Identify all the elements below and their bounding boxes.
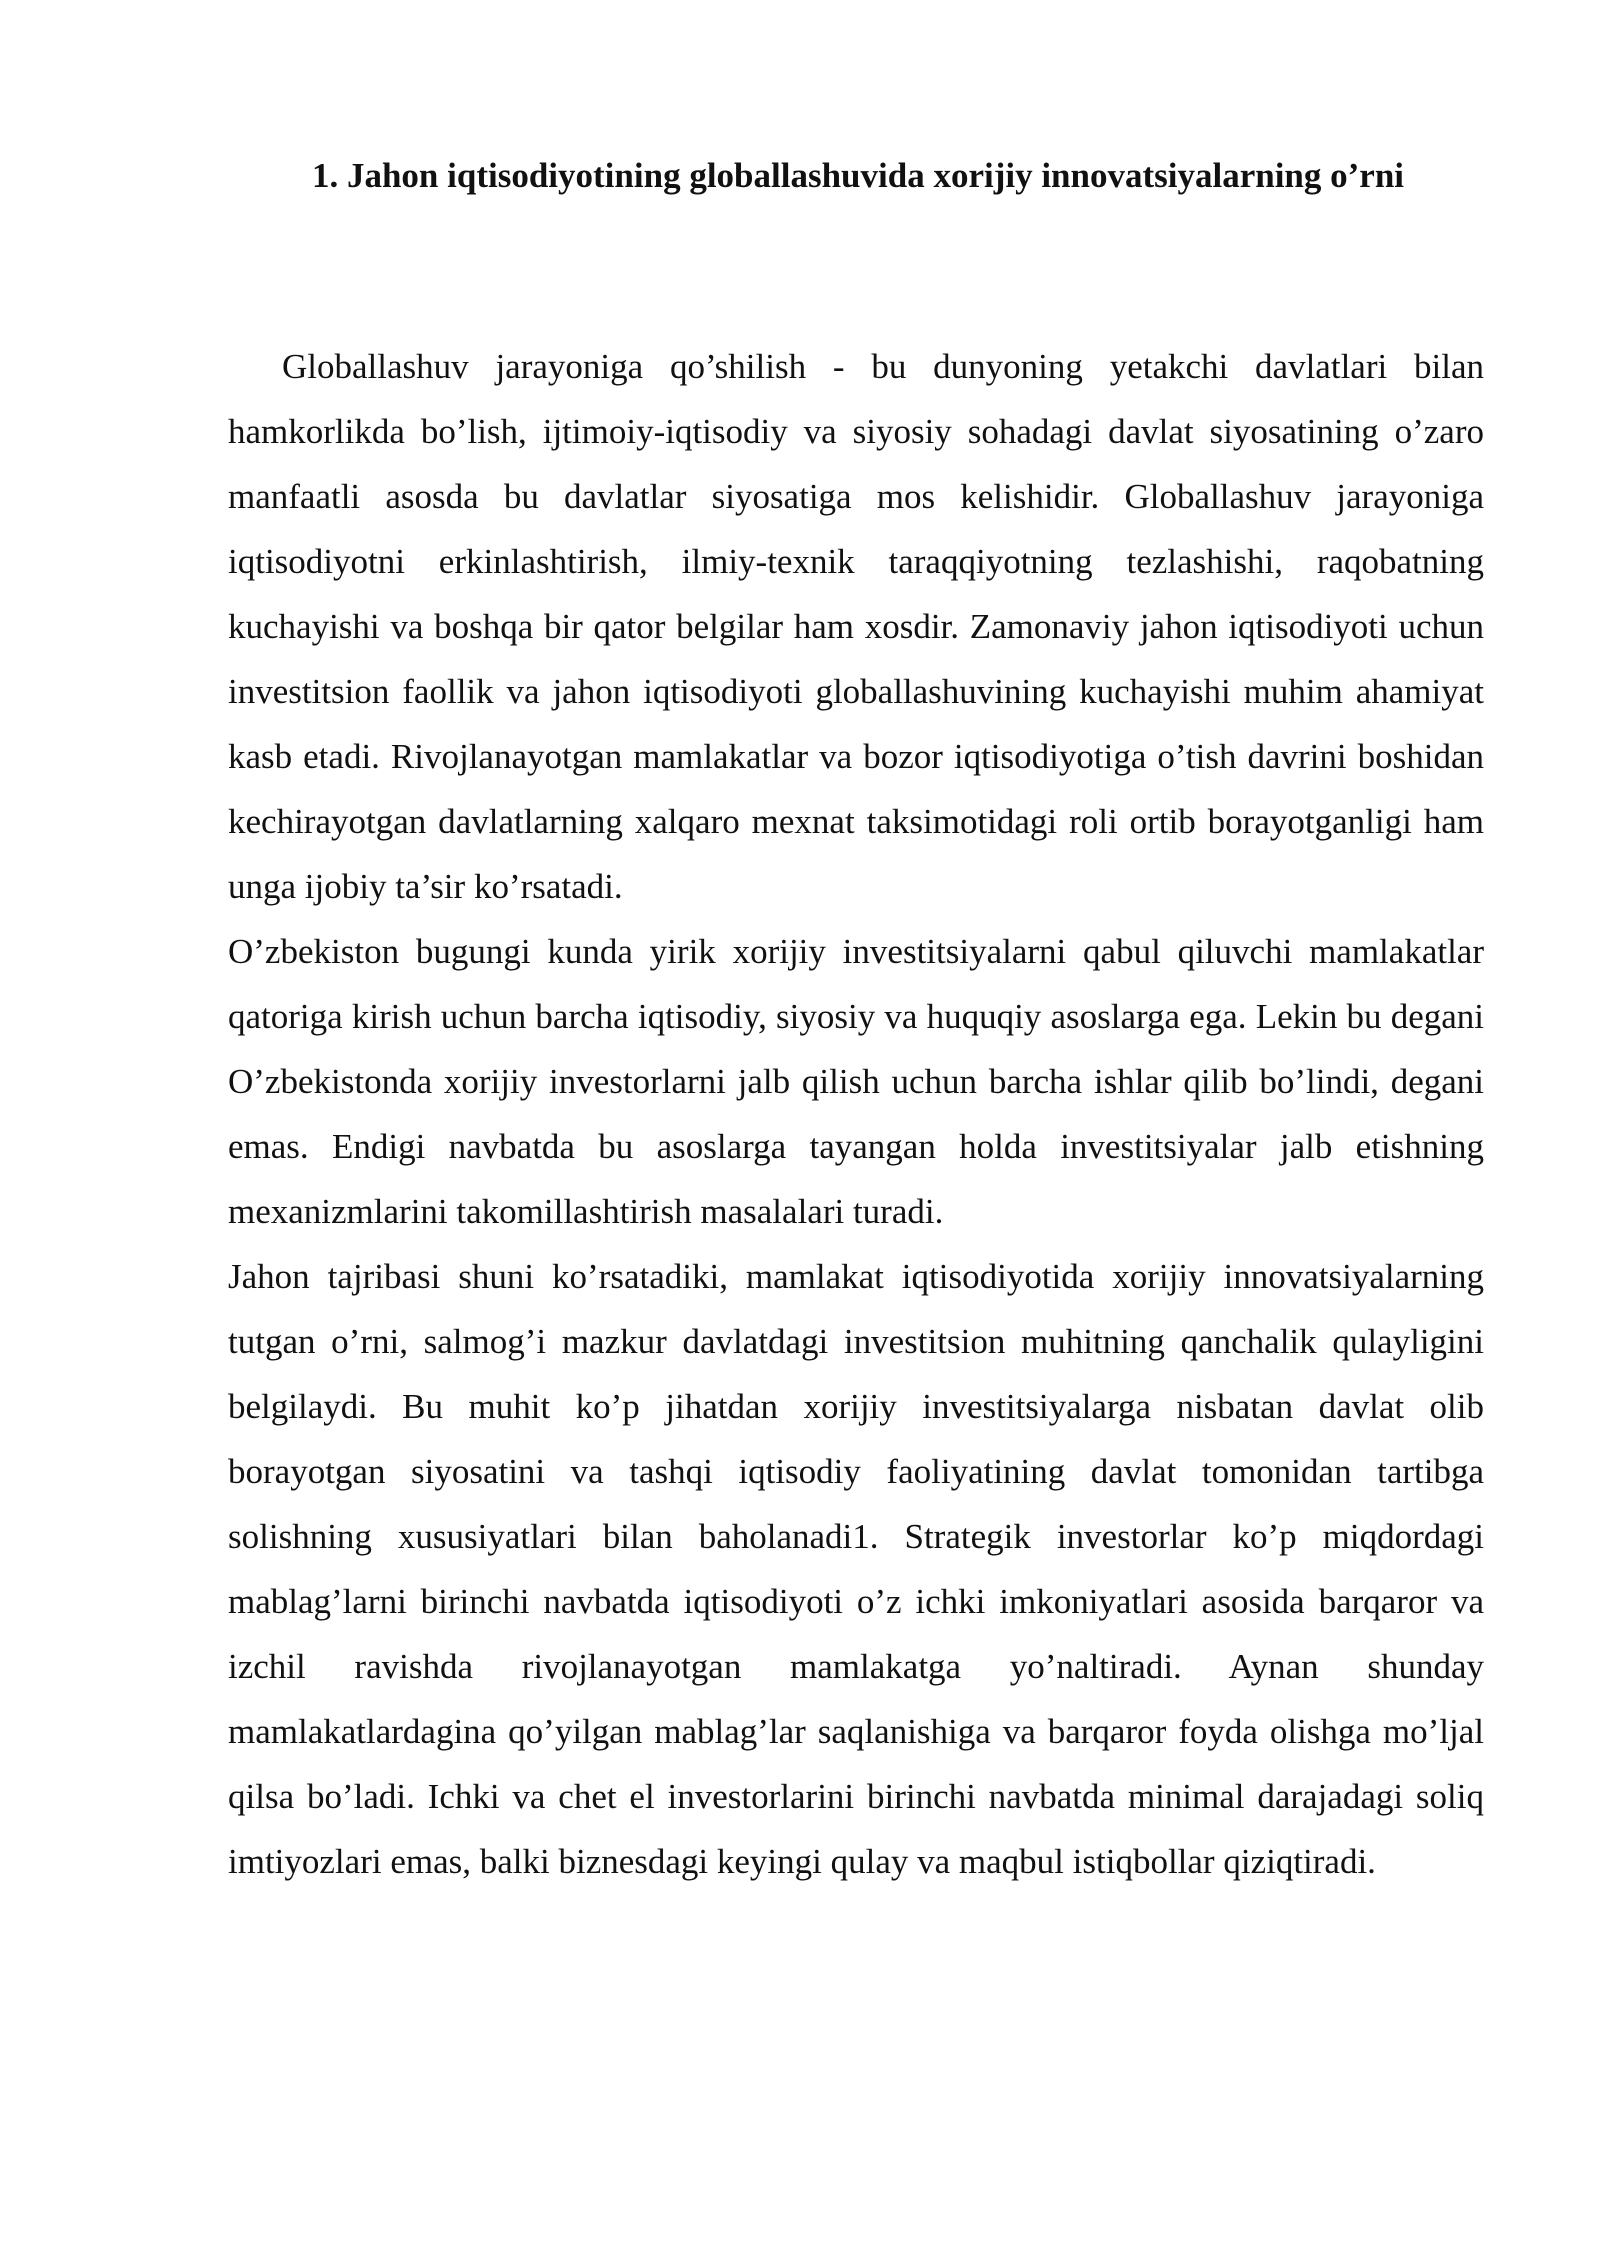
paragraph-globalization: Globallashuv jarayoniga qo’shilish - bu dunyoning yetakchi davlatlari bilan hamkorlikda bo’lish, ijtimoiy-iqtisodiy va siyosiy sohadagi davlat siyosatining o’zaro manfaatli asosda bu davlatlar siyosatiga mos kelishidir. Globallashuv jarayoniga iqtisodiyotni erkinlashtirish, ilmiy-texnik taraqqiyotning tezlashishi, raqobatning kuchayishi va boshqa bir qator belgilar ham xosdir. Zamonaviy jahon iqtisodiyoti uchun investitsion faollik va jahon iqtisodiyoti globallashuvining kuchayishi muhim ahamiyat kasb etadi. Rivojlanayotgan mamlakatlar va bozor iqtisodiyotiga o’tish davrini boshidan kechirayotgan davlatlarning xalqaro mexnat taksimotidagi roli ortib borayotganligi ham unga ijobiy ta’sir ko’rsatadi. bbox=[228, 347, 1484, 906]
document-body bbox=[228, 334, 1484, 1894]
paragraph-world-experience: Jahon tajribasi shuni ko’rsatadiki, mamlakat iqtisodiyotida xorijiy innovatsiyalarning tutgan o’rni, salmog’i mazkur davlatdagi investitsion muhitning qanchalik qulayligini belgilaydi. Bu muhit ko’p jihatdan xorijiy investitsiyalarga nisbatan davlat olib borayotgan siyosatini va tashqi iqtisodiy faoliyatining davlat tomonidan tartibga solishning xususiyatlari bilan baholanadi1. Strategik investorlar ko’p miqdordagi mablag’larni birinchi navbatda iqtisodiyoti o’z ichki imkoniyatlari asosida barqaror va izchil ravishda rivojlanayotgan mamlakatga yo’naltiradi. Aynan shunday mamlakatlardagina qo’yilgan mablag’lar saqlanishiga va barqaror foyda olishga mo’ljal qilsa bo’ladi. Ichki va chet el investorlarini birinchi navbatda minimal darajadagi soliq imtiyozlari emas, balki biznesdagi keyingi qulay va maqbul istiqbollar qiziqtiradi. bbox=[228, 1257, 1484, 1881]
paragraph-uzbekistan-investment: O’zbekiston bugungi kunda yirik xorijiy investitsiyalarni qabul qiluvchi mamlakatlar qatoriga kirish uchun barcha iqtisodiy, siyosiy va huquqiy asoslarga ega. Lekin bu degani O’zbekistonda xorijiy investorlarni jalb qilish uchun barcha ishlar qilib bo’lindi, degani emas. Endigi navbatda bu asoslarga tayangan holda investitsiyalar jalb etishning mexanizmlarini takomillashtirish masalalari turadi. bbox=[228, 932, 1484, 1231]
document-title: 1. Jahon iqtisodiyotining globallashuvida xorijiy innovatsiyalarning o’rni bbox=[311, 156, 1405, 195]
